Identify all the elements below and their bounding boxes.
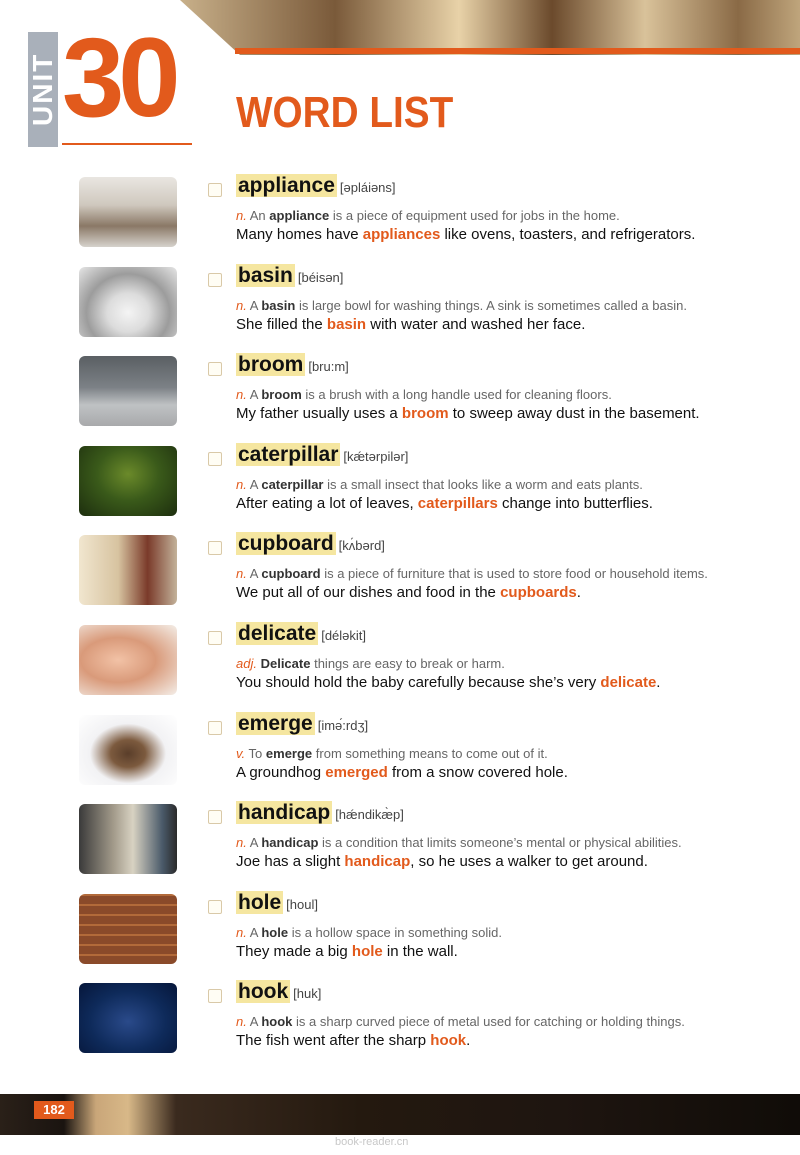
example-keyword: basin — [326, 315, 367, 333]
word-heading — [236, 174, 396, 198]
word-checkbox[interactable] — [208, 541, 222, 555]
part-of-speech: n. — [236, 476, 247, 492]
word-entry — [0, 443, 800, 533]
example-pre: Many homes have — [236, 226, 359, 243]
word-entry — [0, 712, 800, 802]
word-checkbox[interactable] — [208, 362, 222, 376]
page-title: WORD LIST — [236, 88, 454, 137]
definition-post: is a brush with a long handle used for cleaning floors. — [305, 387, 612, 403]
definition-post: is a small insect that looks like a worm and eats plants. — [327, 476, 643, 492]
kitchen-photo — [79, 177, 177, 247]
definition-keyword: appliance — [269, 208, 330, 223]
broom-photo — [79, 356, 177, 426]
phonetic: [əpláiəns] — [339, 180, 396, 195]
definition-pre: To — [248, 745, 263, 761]
example-sentence — [236, 674, 660, 691]
definition — [236, 746, 548, 761]
example-post: in the wall. — [386, 942, 458, 960]
definition-pre: A — [249, 835, 258, 851]
example-post: like ovens, toasters, and refrigerators. — [444, 226, 696, 243]
word-checkbox[interactable] — [208, 183, 222, 197]
unit-underline — [62, 143, 192, 145]
definition-keyword: cupboard — [261, 566, 321, 582]
part-of-speech: n. — [236, 208, 247, 223]
headword: handicap — [238, 801, 331, 825]
caterpillar-photo — [79, 446, 177, 516]
definition — [236, 835, 682, 850]
word-checkbox[interactable] — [208, 810, 222, 824]
example-keyword: hole — [351, 942, 383, 960]
example-sentence — [236, 1032, 470, 1049]
basin-photo — [79, 267, 177, 337]
definition-post: things are easy to break or harm. — [314, 655, 505, 671]
example-post: to sweep away dust in the basement. — [452, 405, 700, 423]
word-entry — [0, 353, 800, 443]
definition-keyword: emerge — [265, 745, 313, 761]
walker-photo — [79, 804, 177, 874]
watermark: book-reader.cn — [335, 1136, 409, 1148]
fish-hook-photo — [79, 983, 177, 1053]
word-entry — [0, 264, 800, 354]
example-keyword: appliances — [362, 226, 441, 243]
definition — [236, 208, 620, 223]
word-checkbox[interactable] — [208, 989, 222, 1003]
example-pre: A groundhog — [236, 763, 322, 781]
part-of-speech: n. — [236, 1014, 247, 1030]
phonetic: [bru:m] — [308, 359, 349, 375]
definition-post: is a piece of equipment used for jobs in the home. — [332, 208, 620, 223]
definition-keyword: basin — [261, 297, 296, 313]
unit-number: 30 — [62, 15, 175, 140]
headword: delicate — [238, 621, 317, 645]
part-of-speech: n. — [236, 835, 247, 851]
headword: appliance — [238, 174, 335, 197]
phonetic: [béisən] — [297, 269, 344, 285]
example-keyword: emerged — [325, 763, 388, 781]
word-checkbox[interactable] — [208, 721, 222, 735]
example-keyword: broom — [401, 405, 449, 423]
headword: caterpillar — [238, 442, 339, 466]
word-entry — [0, 622, 800, 712]
part-of-speech: v. — [236, 745, 246, 761]
part-of-speech: n. — [236, 924, 247, 940]
part-of-speech: n. — [236, 566, 247, 582]
footer-banner-image — [0, 1094, 800, 1135]
definition-post: is a piece of furniture that is used to store food or household items. — [324, 566, 708, 582]
word-checkbox[interactable] — [208, 273, 222, 287]
example-pre: The fish went after the sharp — [236, 1032, 427, 1050]
example-sentence — [236, 584, 581, 601]
baby-photo — [79, 625, 177, 695]
part-of-speech: n. — [236, 387, 247, 403]
definition — [236, 477, 643, 492]
headword: emerge — [238, 711, 313, 735]
word-entry — [0, 174, 800, 264]
definition — [236, 925, 502, 940]
part-of-speech: adj. — [236, 655, 257, 671]
headword: hook — [238, 980, 289, 1004]
definition-keyword: hook — [261, 1014, 293, 1030]
definition-keyword: caterpillar — [261, 476, 324, 492]
example-post: . — [576, 584, 581, 602]
example-sentence — [236, 316, 585, 333]
example-sentence — [236, 853, 648, 870]
definition-post: is large bowl for washing things. A sink is sometimes called a basin. — [298, 297, 687, 313]
phonetic: [hǽndikæ̀p] — [335, 807, 404, 823]
phonetic: [kʌ́bərd] — [338, 538, 385, 554]
unit-label: UNIT — [28, 32, 58, 147]
word-list — [0, 174, 800, 1070]
example-pre: You should hold the baby carefully because she’s very — [236, 673, 597, 691]
definition-pre: An — [249, 208, 266, 223]
definition — [236, 566, 708, 581]
phonetic: [imә́:rdʒ] — [317, 717, 369, 733]
definition-pre: A — [249, 566, 258, 582]
definition-pre: A — [249, 387, 258, 403]
part-of-speech: n. — [236, 297, 247, 313]
example-pre: She filled the — [236, 315, 323, 333]
definition-post: is a condition that limits someone’s mental or physical abilities. — [322, 835, 682, 851]
example-keyword: handicap — [344, 853, 411, 871]
definition-pre: A — [249, 924, 258, 940]
definition-post: from something means to come out of it. — [315, 745, 548, 761]
example-post: change into butterflies. — [502, 494, 653, 512]
example-sentence — [236, 226, 695, 243]
headword: cupboard — [238, 532, 334, 556]
example-pre: After eating a lot of leaves, — [236, 494, 414, 512]
word-entry — [0, 532, 800, 622]
word-heading — [236, 801, 404, 825]
definition-pre: A — [249, 297, 258, 313]
definition-keyword: handicap — [261, 835, 319, 851]
word-checkbox[interactable] — [208, 631, 222, 645]
definition — [236, 387, 612, 402]
example-post: from a snow covered hole. — [391, 763, 568, 781]
example-post: . — [466, 1032, 471, 1050]
example-pre: My father usually uses a — [236, 405, 398, 423]
word-entry — [0, 891, 800, 981]
header-banner-image — [180, 0, 800, 55]
example-pre: They made a big — [236, 942, 348, 960]
definition-pre: A — [249, 476, 258, 492]
header-stripe — [235, 48, 800, 54]
word-heading — [236, 891, 318, 915]
example-sentence — [236, 943, 458, 960]
example-post: . — [656, 673, 661, 691]
word-entry — [0, 801, 800, 891]
phonetic: [kǽtərpilər] — [343, 448, 409, 464]
word-heading — [236, 264, 343, 288]
example-sentence — [236, 764, 568, 781]
example-sentence — [236, 495, 653, 512]
cupboard-photo — [79, 535, 177, 605]
brick-wall-photo — [79, 894, 177, 964]
definition-post: is a hollow space in something solid. — [291, 924, 502, 940]
definition — [236, 656, 505, 671]
definition — [236, 1014, 685, 1029]
word-heading — [236, 353, 349, 377]
word-heading — [236, 622, 366, 646]
example-keyword: hook — [430, 1032, 467, 1050]
phonetic: [houl] — [286, 896, 318, 912]
example-post: with water and washed her face. — [370, 315, 586, 333]
example-sentence — [236, 405, 700, 422]
word-heading — [236, 980, 321, 1004]
example-post: , so he uses a walker to get around. — [410, 853, 648, 871]
definition-pre: A — [249, 1014, 258, 1030]
headword: basin — [238, 263, 293, 287]
example-pre: We put all of our dishes and food in the — [236, 584, 496, 602]
definition-keyword: hole — [261, 924, 289, 940]
word-entry — [0, 980, 800, 1070]
definition-keyword: Delicate — [260, 655, 311, 671]
example-keyword: caterpillars — [417, 494, 498, 512]
word-heading — [236, 443, 408, 467]
word-heading — [236, 532, 385, 556]
example-keyword: cupboards — [500, 584, 577, 602]
headword: broom — [238, 353, 304, 377]
phonetic: [huk] — [293, 986, 322, 1002]
definition — [236, 298, 687, 313]
word-checkbox[interactable] — [208, 900, 222, 914]
phonetic: [délәkit] — [321, 627, 367, 643]
example-pre: Joe has a slight — [236, 853, 341, 871]
page-number: 182 — [34, 1101, 74, 1119]
word-checkbox[interactable] — [208, 452, 222, 466]
definition-keyword: broom — [261, 387, 302, 403]
example-keyword: delicate — [600, 673, 657, 691]
groundhog-photo — [79, 715, 177, 785]
word-heading — [236, 712, 368, 736]
definition-post: is a sharp curved piece of metal used for catching or holding things. — [296, 1014, 685, 1030]
headword: hole — [238, 890, 282, 914]
